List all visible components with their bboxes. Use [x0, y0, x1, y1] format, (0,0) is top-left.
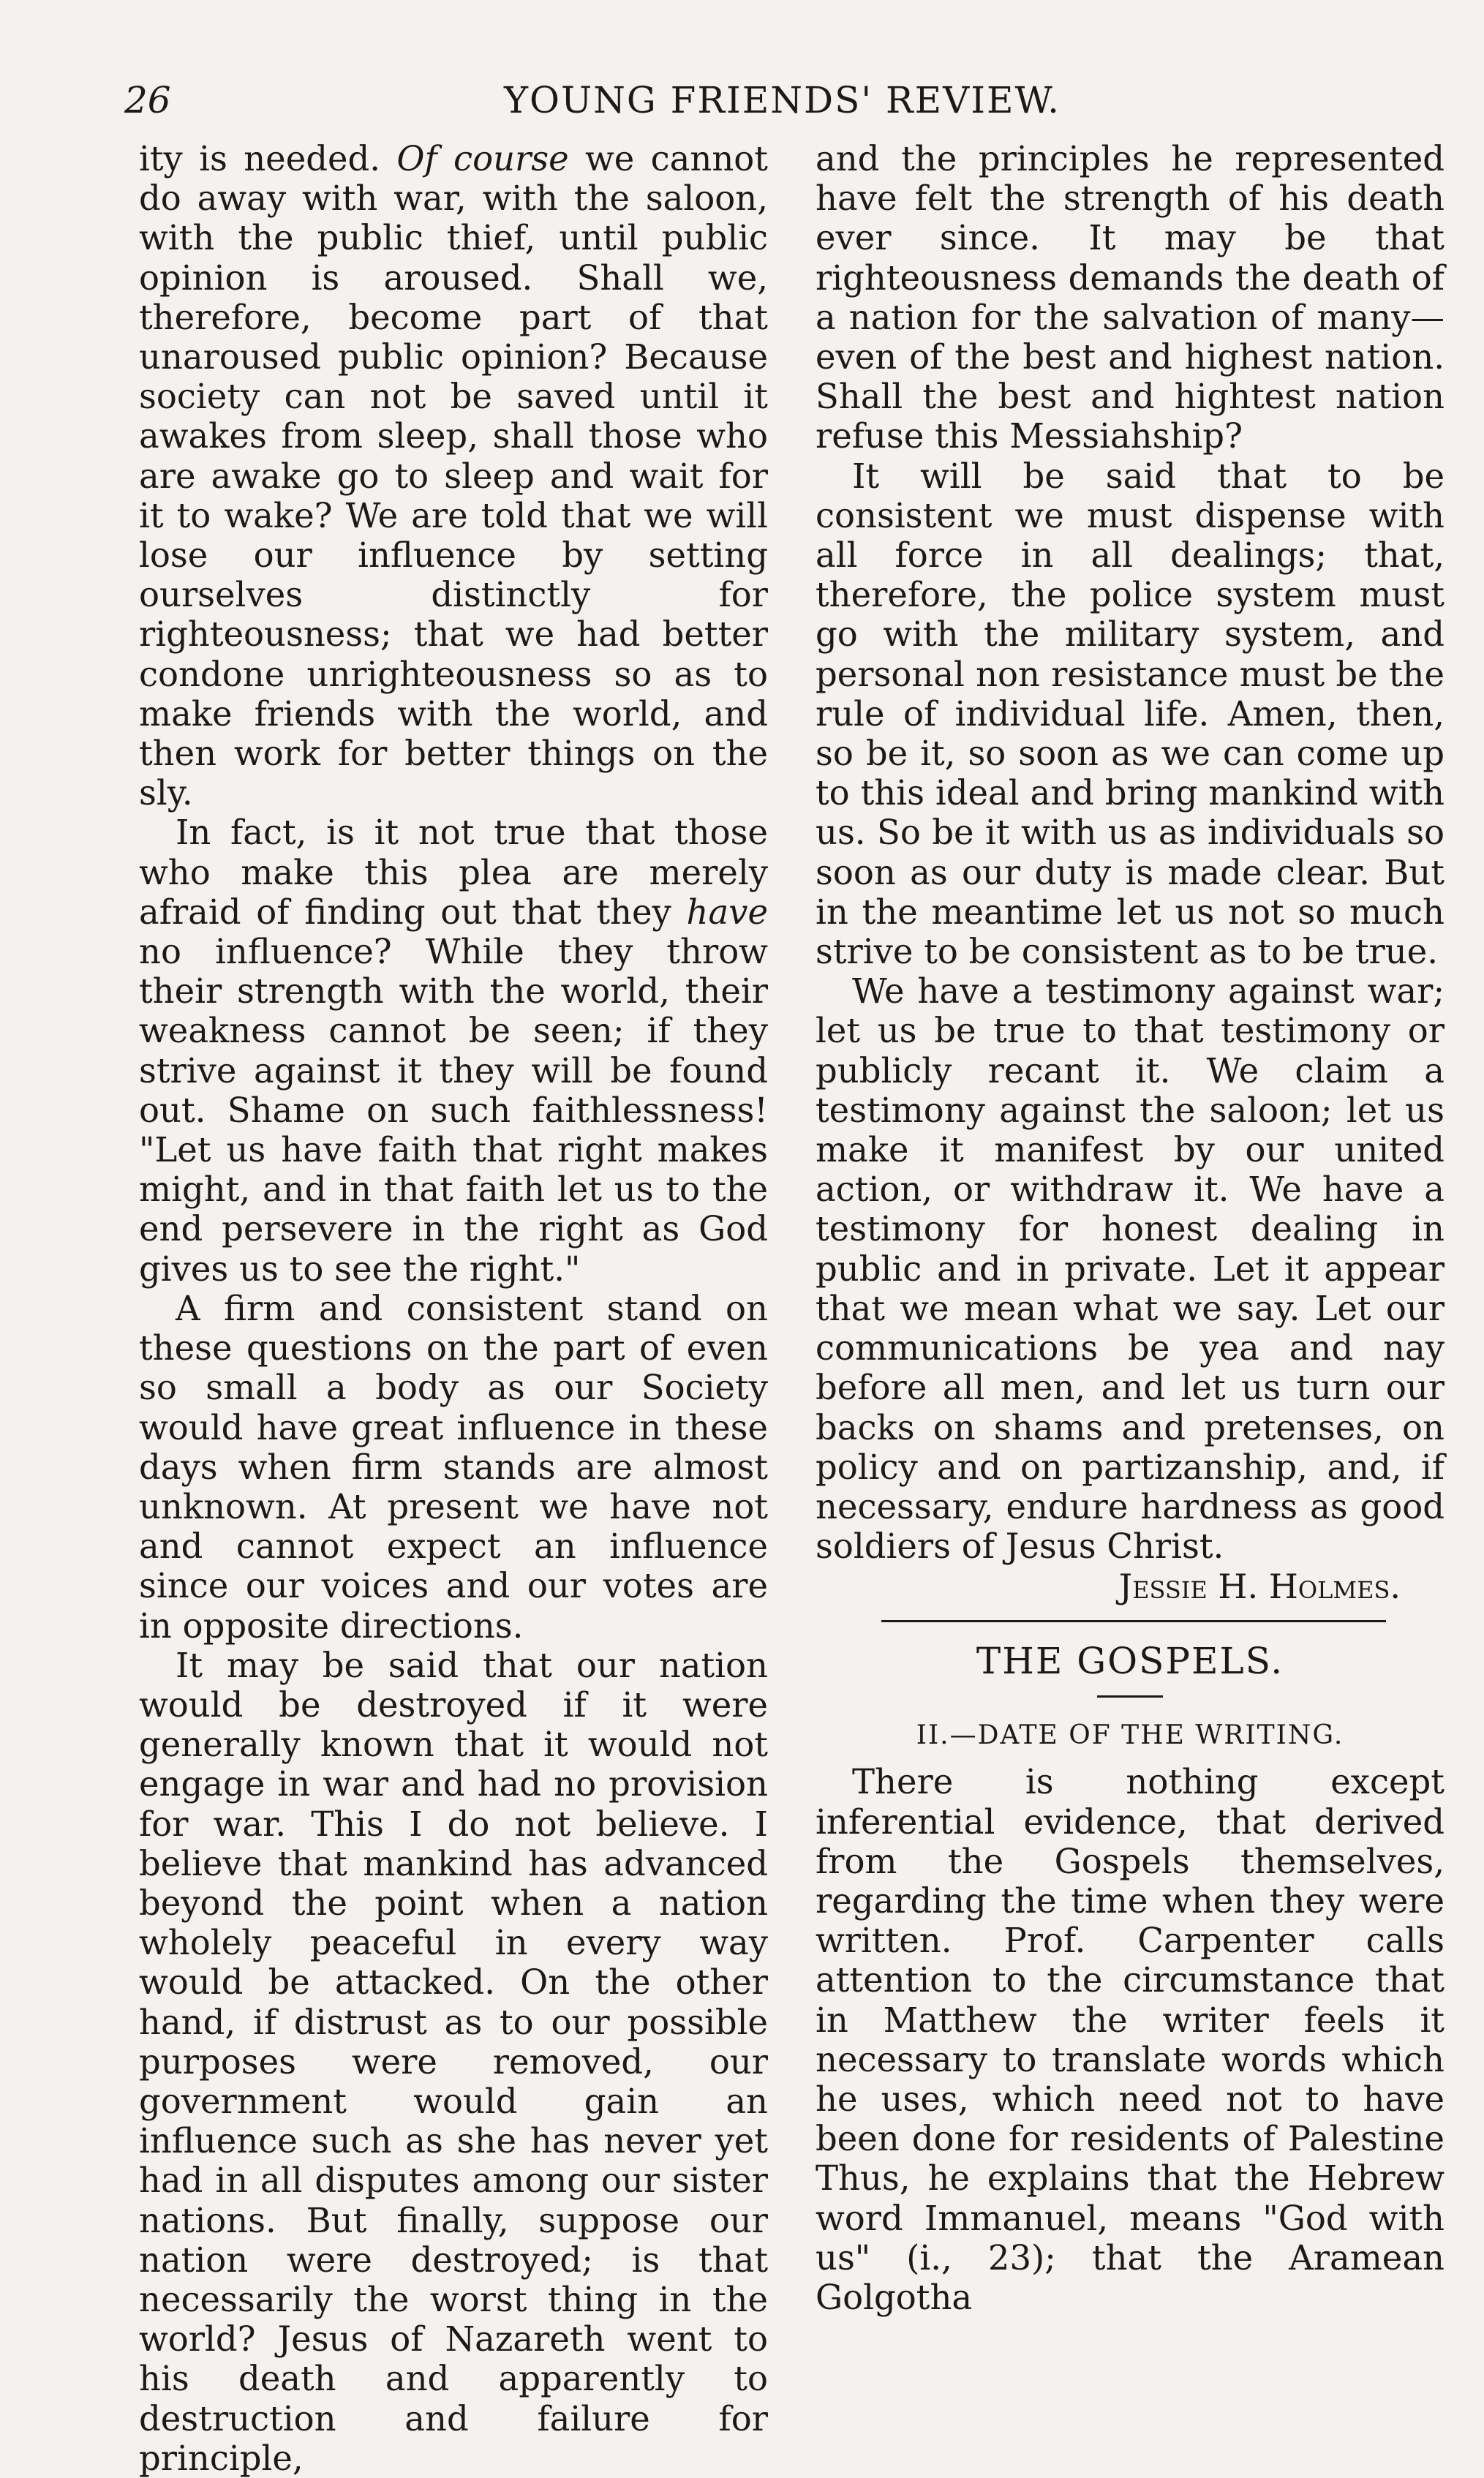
- paragraph-text: we cannot do away with war, with the saloon, with the public thief, until public opinion is aroused. Shall we, therefore, become part of that unaroused public opinion? Because society can not be saved until it awakes from sleep, shall those who are awake go to sleep and wait for it to wake? We are told that we will lose our influence by setting ourselves distinctly for righteousness; that we had better condone unrighteousness so as to make friends with the world, and then work for better things on the sly.: [139, 139, 768, 813]
- section-title: THE GOSPELS.: [976, 1640, 1284, 1683]
- page-number: 26: [124, 79, 171, 121]
- italic-text: Of course: [396, 139, 569, 178]
- paragraph: There is nothing except inferential evidence, that derived from the Gospels themselves, regarding the time when they were written. Prof. Carpenter calls attention to the circumstance that in Matthew the writer feels it necessary to translate words which he uses, which need not to have been done for residents of Palestine Thus, he explains that the Hebrew word Immanuel, means "God with us" (i., 23); that the Aramean Golgotha: [816, 1762, 1445, 2317]
- paragraph: We have a testimony against war; let us be true to that testimony or publicly recant it. We claim a testimony against the saloon; let us make it manifest by our united action, or withdraw it. We have a testimony for honest dealing in public and in private. Let it appear that we mean what we say. Let our communications be yea and nay before all men, and let us turn our backs on shams and pretenses, on policy and on partizanship, and, if necessary, endure hardness as good soldiers of Jesus Christ.: [816, 971, 1445, 1567]
- left-column: [139, 139, 768, 2478]
- italic-text: have: [686, 892, 768, 932]
- paragraph: It will be said that to be consistent we must dispense with all force in all dealings; that, therefore, the police system must go with the military system, and personal non resistance must be the rule of individual life. Amen, then, so be it, so soon as we can come up to this ideal and bring mankind with us. So be it with us as individuals so soon as our duty is made clear. But in the meantime let us not so much strive to be consistent as to be true.: [816, 456, 1445, 972]
- paragraph-text: In fact, is it not true that those who make this plea are merely afraid of finding out that they: [139, 813, 768, 932]
- paragraph: A firm and consistent stand on these questions on the part of even so small a body as our Society would have great influence in these days when firm stands are almost unknown. At present we have not and cannot expect an influence since our voices and our votes are in opposite directions.: [139, 1288, 768, 1646]
- paragraph: [139, 139, 768, 813]
- subheading: II.—DATE OF THE WRITING.: [916, 1720, 1344, 1751]
- running-title: YOUNG FRIENDS' REVIEW.: [503, 79, 1061, 121]
- author-signature: Jessie H. Holmes.: [1118, 1567, 1401, 1607]
- paragraph-text: ity is needed.: [139, 139, 397, 178]
- paragraph-text: no influence? While they throw their strength with the world, their weakness cannot be seen; if they strive against it they will be found out. Shame on such faithlessness! "Let us have faith that right makes might, and in that faith let us to the end persevere in the right as God gives us to see the right.": [139, 932, 768, 1289]
- page-header: [124, 79, 1440, 130]
- section-divider: [881, 1620, 1386, 1622]
- title-rule: [1097, 1695, 1163, 1698]
- paragraph: It may be said that our nation would be destroyed if it were generally known that it would not engage in war and had no provision for war. This I do not believe. I believe that mankind has advanced beyond the point when a nation wholely peaceful in every way would be attacked. On the other hand, if distrust as to our possible purposes were removed, our government would gain an influence such as she has never yet had in all disputes among our sister nations. But finally, suppose our nation were destroyed; is that necessarily the worst thing in the world? Jesus of Nazareth went to his death and apparently to destruction and failure for principle,: [139, 1645, 768, 2478]
- paragraph: and the principles he represented have felt the strength of his death ever since. It may be that righteousness demands the death of a nation for the salvation of many—even of the best and highest nation. Shall the best and hightest nation refuse this Messiahship?: [816, 139, 1445, 456]
- paragraph: [139, 813, 768, 1288]
- right-column: [816, 139, 1445, 2317]
